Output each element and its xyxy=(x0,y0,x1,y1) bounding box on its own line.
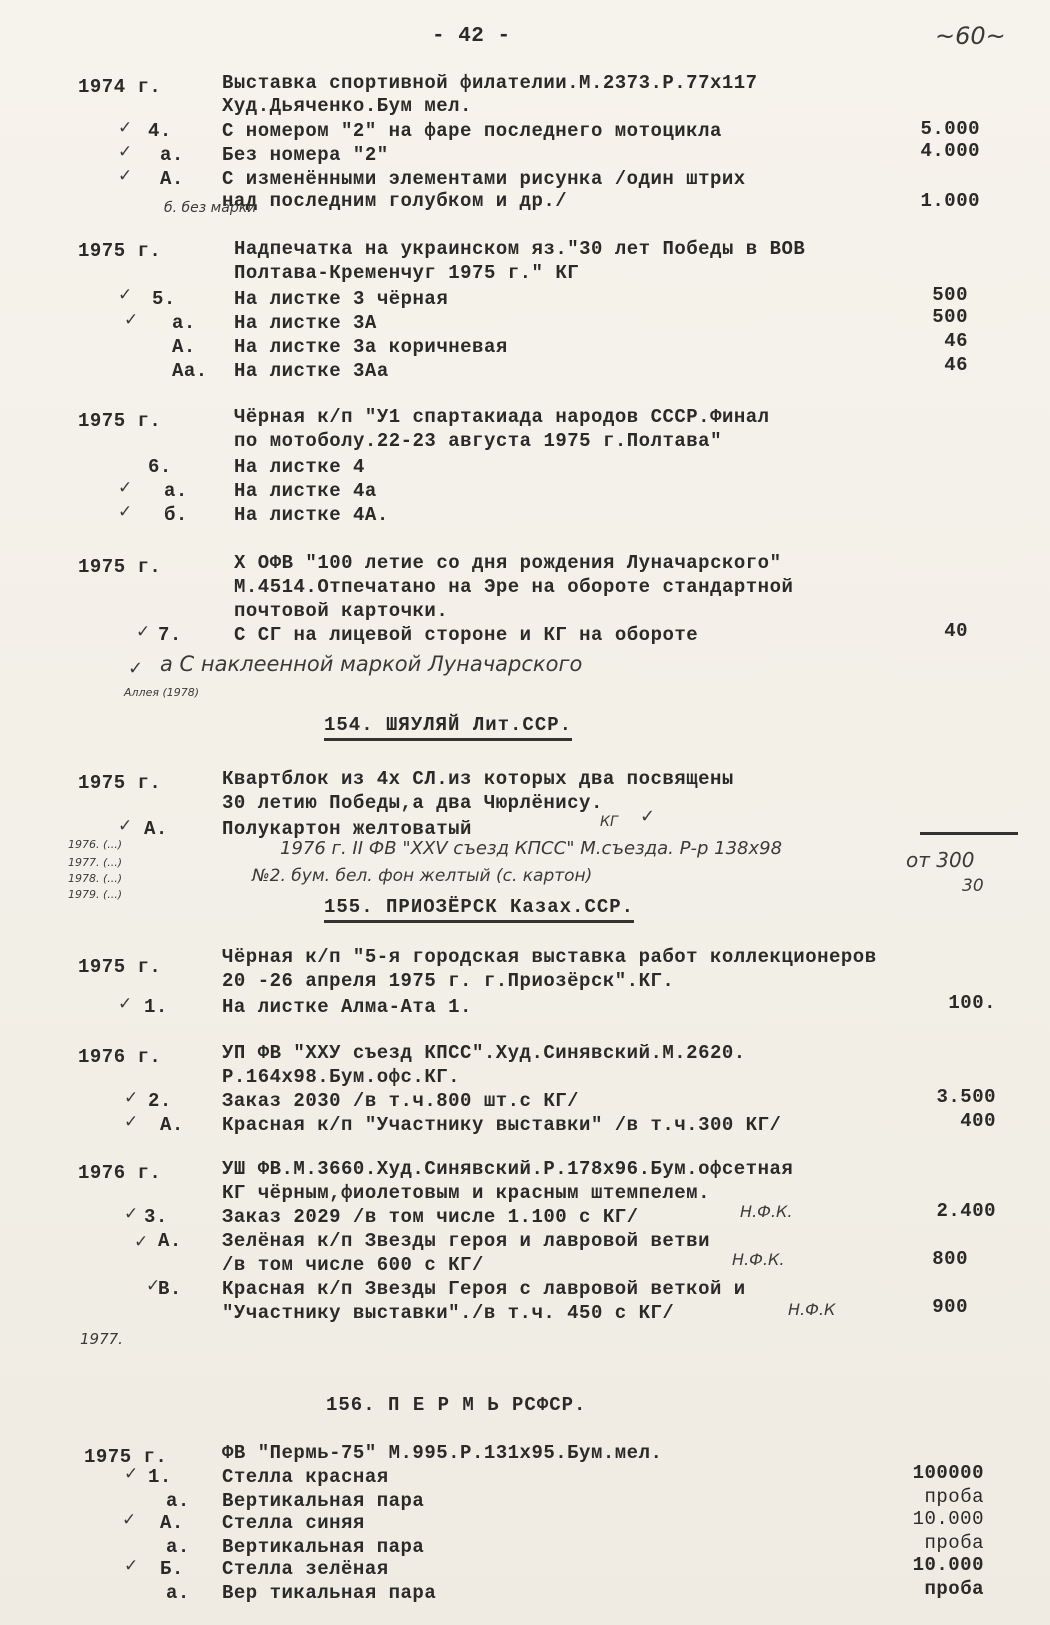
item-value: 4.000 xyxy=(920,140,980,162)
item-text: На листке 3 чёрная xyxy=(234,288,449,310)
handwritten-note: КГ xyxy=(600,814,618,830)
item-text: Без номера "2" xyxy=(222,144,389,166)
check-mark-icon: ✓ xyxy=(122,1510,137,1530)
item-mark: 4. xyxy=(148,120,172,142)
item-mark: А. xyxy=(160,1114,184,1136)
item-mark: 3. xyxy=(144,1206,168,1228)
item-value: 500 xyxy=(932,306,968,328)
check-mark-icon: ✓ xyxy=(640,806,656,827)
check-mark-icon: ✓ xyxy=(118,502,133,522)
block-year: 1975 г. xyxy=(78,410,162,432)
check-mark-icon: ✓ xyxy=(118,994,133,1014)
item-text: На листке 3А xyxy=(234,312,377,334)
item-mark: 1. xyxy=(144,996,168,1018)
margin-year: 1977. (...) xyxy=(68,856,123,869)
item-mark: б. xyxy=(164,504,188,526)
item-mark: 6. xyxy=(148,456,172,478)
item-value: проба xyxy=(924,1486,984,1508)
check-mark-icon: ✓ xyxy=(124,1088,139,1108)
item-value: 5.000 xyxy=(920,118,980,140)
check-mark-icon: ✓ xyxy=(128,658,144,679)
item-mark: А. xyxy=(172,336,196,358)
section-title: 155. ПРИОЗЁРСК Казах.ССР. xyxy=(324,896,634,923)
block-line: Чёрная к/п "5-я городская выставка работ коллекционеров xyxy=(222,946,877,968)
handwritten-note: Н.Ф.К xyxy=(788,1300,836,1319)
handwritten-note: Аллея (1978) xyxy=(124,686,200,699)
item-value: проба xyxy=(924,1532,984,1554)
check-mark-icon: ✓ xyxy=(124,1464,139,1484)
item-text: Вертикальная пара xyxy=(222,1536,425,1558)
block-line: Худ.Дьяченко.Бум мел. xyxy=(222,95,472,117)
item-text: На листке 4а xyxy=(234,480,377,502)
check-mark-icon: ✓ xyxy=(118,166,133,186)
item-text: Вер тикальная пара xyxy=(222,1582,437,1604)
item-value: 10.000 xyxy=(912,1554,984,1576)
item-value: 900 xyxy=(932,1296,968,1318)
item-text: С номером "2" на фаре последнего мотоцикла xyxy=(222,120,722,142)
item-mark: А. xyxy=(158,1230,182,1252)
item-text: "Участнику выставки"./в т.ч. 450 с КГ/ xyxy=(222,1302,675,1324)
item-value: 40 xyxy=(944,620,968,642)
block-line: Полтава-Кременчуг 1975 г." КГ xyxy=(234,262,580,284)
handwritten-note: а С наклеенной маркой Луначарского xyxy=(160,652,583,676)
block-line: 30 летию Победы,а два Чюрлёнису. xyxy=(222,792,603,814)
handwritten-note: от 300 xyxy=(906,848,975,872)
check-mark-icon: ✓ xyxy=(146,1276,161,1296)
item-text: Стелла синяя xyxy=(222,1512,365,1534)
item-text: над последним голубком и др./ xyxy=(222,190,568,212)
item-value: 400 xyxy=(960,1110,996,1132)
item-text: Заказ 2030 /в т.ч.800 шт.с КГ/ xyxy=(222,1090,580,1112)
margin-year: 1979. (...) xyxy=(68,888,123,901)
block-line: Квартблок из 4х СЛ.из которых два посвящены xyxy=(222,768,734,790)
item-mark: 5. xyxy=(152,288,176,310)
item-value: 2.400 xyxy=(936,1200,996,1222)
item-mark: а. xyxy=(164,480,188,502)
item-mark: а. xyxy=(166,1490,190,1512)
item-text: Красная к/п Звезды Героя с лавровой веткой и xyxy=(222,1278,746,1300)
item-mark: Аа. xyxy=(172,360,208,382)
item-value: 3.500 xyxy=(936,1086,996,1108)
block-line: 20 -26 апреля 1975 г. г.Приозёрск".КГ. xyxy=(222,970,675,992)
item-mark: а. xyxy=(172,312,196,334)
handwritten-note: б. без марки xyxy=(164,200,257,216)
item-text: На листке 4А. xyxy=(234,504,389,526)
block-line: почтовой карточки. xyxy=(234,600,449,622)
block-line: Надпечатка на украинском яз."30 лет Победы в ВОВ xyxy=(234,238,806,260)
item-text: На листке 4 xyxy=(234,456,365,478)
block-year: 1975 г. xyxy=(78,772,162,794)
item-mark: 7. xyxy=(158,624,182,646)
block-year: 1976 г. xyxy=(78,1162,162,1184)
margin-year: 1978. (...) xyxy=(68,872,123,885)
check-mark-icon: ✓ xyxy=(136,622,151,642)
handwritten-note: 1977. xyxy=(80,1330,123,1348)
check-mark-icon: ✓ xyxy=(124,1204,139,1224)
handwritten-note: 30 xyxy=(962,876,984,896)
item-value: 46 xyxy=(944,330,968,352)
block-line: ФВ "Пермь-75" М.995.Р.131x95.Бум.мел. xyxy=(222,1442,663,1464)
item-value: 100000 xyxy=(912,1462,984,1484)
item-mark: А. xyxy=(144,818,168,840)
check-mark-icon: ✓ xyxy=(118,478,133,498)
block-line: УШ ФВ.М.3660.Худ.Синявский.Р.178x96.Бум.офсетная xyxy=(222,1158,794,1180)
item-text: С СГ на лицевой стороне и КГ на обороте xyxy=(234,624,699,646)
handwritten-note: №2. бум. бел. фон желтый (с. картон) xyxy=(252,866,593,886)
item-mark: а. xyxy=(166,1582,190,1604)
item-text: Полукартон желтоватый xyxy=(222,818,472,840)
item-value: 800 xyxy=(932,1248,968,1270)
item-value: 10.000 xyxy=(912,1508,984,1530)
item-value: 1.000 xyxy=(920,190,980,212)
block-year: 1974 г. xyxy=(78,76,162,98)
item-text: Заказ 2029 /в том числе 1.100 с КГ/ xyxy=(222,1206,639,1228)
item-text: Красная к/п "Участнику выставки" /в т.ч.300 КГ/ xyxy=(222,1114,782,1136)
page-number: - 42 - xyxy=(432,25,511,48)
block-line: по мотоболу.22-23 августа 1975 г.Полтава" xyxy=(234,430,722,452)
item-text: Вертикальная пара xyxy=(222,1490,425,1512)
section-title: 154. ШЯУЛЯЙ Лит.ССР. xyxy=(324,714,572,741)
item-text: /в том числе 600 с КГ/ xyxy=(222,1254,484,1276)
block-line: Р.164x98.Бум.офс.КГ. xyxy=(222,1066,461,1088)
item-text: На листке 3а коричневая xyxy=(234,336,508,358)
check-mark-icon: ✓ xyxy=(118,118,133,138)
block-year: 1976 г. xyxy=(78,1046,162,1068)
block-year: 1975 г. xyxy=(78,956,162,978)
item-mark: А. xyxy=(160,168,184,190)
block-line: УП ФВ "XXУ съезд КПСС".Худ.Синявский.М.2620. xyxy=(222,1042,746,1064)
item-value: 100. xyxy=(948,992,996,1014)
item-mark: 1. xyxy=(148,1466,172,1488)
divider-line xyxy=(920,832,1018,835)
item-value: 46 xyxy=(944,354,968,376)
item-text: Стелла красная xyxy=(222,1466,389,1488)
block-line: Выставка спортивной филателии.М.2373.Р.77x117 xyxy=(222,72,758,94)
corner-note: ~60~ xyxy=(935,22,1006,50)
item-text: На листке 3Аа xyxy=(234,360,389,382)
block-year: 1975 г. xyxy=(78,556,162,578)
item-mark: а. xyxy=(160,144,184,166)
check-mark-icon: ✓ xyxy=(118,142,133,162)
block-line: Х ОФВ "100 летие со дня рождения Луначарского" xyxy=(234,552,782,574)
check-mark-icon: ✓ xyxy=(124,1112,139,1132)
item-mark: а. xyxy=(166,1536,190,1558)
block-year: 1975 г. xyxy=(84,1446,168,1468)
item-text: С изменёнными элементами рисунка /один штрих xyxy=(222,168,746,190)
block-line: М.4514.Отпечатано на Эре на обороте стандартной xyxy=(234,576,794,598)
item-text: На листке Алма-Ата 1. xyxy=(222,996,472,1018)
block-line: КГ чёрным,фиолетовым и красным штемпелем. xyxy=(222,1182,710,1204)
handwritten-note: 1976 г. II ФВ "XXV съезд КПСС" М.съезда. Р-р 138x98 xyxy=(280,838,783,859)
item-mark: 2. xyxy=(148,1090,172,1112)
check-mark-icon: ✓ xyxy=(134,1232,149,1252)
check-mark-icon: ✓ xyxy=(118,285,133,305)
block-year: 1975 г. xyxy=(78,240,162,262)
item-value: проба xyxy=(924,1578,984,1600)
section-title: 156. П Е Р М Ь РСФСР. xyxy=(326,1394,587,1416)
item-mark: В. xyxy=(158,1278,182,1300)
item-text: Стелла зелёная xyxy=(222,1558,389,1580)
item-text: Зелёная к/п Звезды героя и лавровой ветви xyxy=(222,1230,710,1252)
margin-year: 1976. (...) xyxy=(68,838,123,851)
block-line: Чёрная к/п "У1 спартакиада народов СССР.Финал xyxy=(234,406,770,428)
check-mark-icon: ✓ xyxy=(124,310,139,330)
handwritten-note: Н.Ф.К. xyxy=(732,1250,785,1269)
item-mark: Б. xyxy=(160,1558,184,1580)
item-mark: А. xyxy=(160,1512,184,1534)
check-mark-icon: ✓ xyxy=(118,816,133,836)
check-mark-icon: ✓ xyxy=(124,1556,139,1576)
handwritten-note: Н.Ф.К. xyxy=(740,1202,793,1221)
item-value: 500 xyxy=(932,284,968,306)
